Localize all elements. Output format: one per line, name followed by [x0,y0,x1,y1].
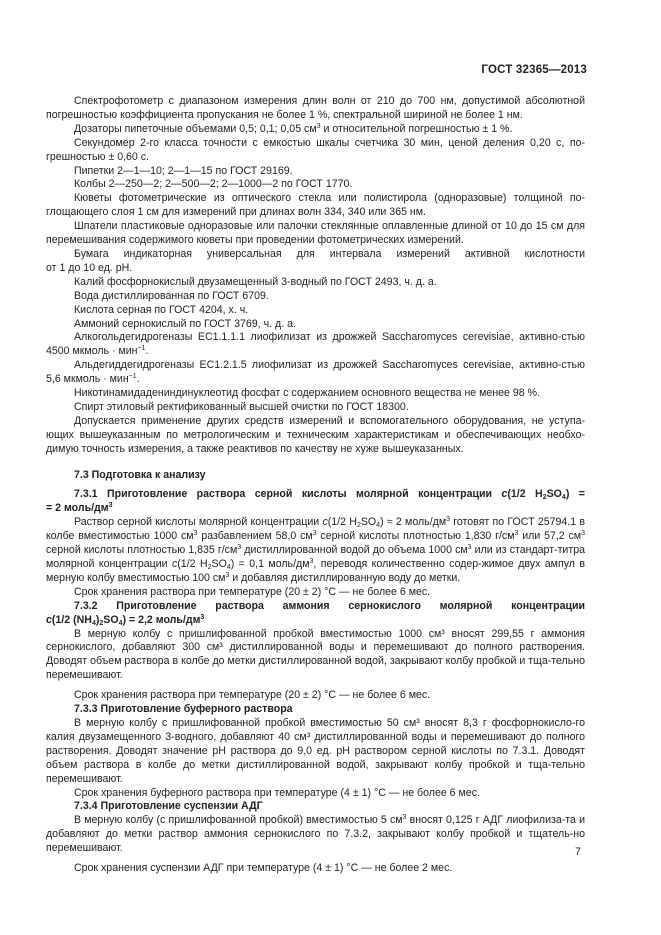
distilled-water: Вода дистиллированная по ГОСТ 6709. [74,289,269,302]
section-7-3-title: 7.3 Подготовка к анализу [74,468,206,481]
page-content [46,95,585,876]
sulfuric-storage: Срок хранения раствора при температуре (20 ± 2) °С — не более 6 мес. [74,585,431,598]
stopwatch-line1: Секундомер 2-го класса точности с емкостью шкалы счетчика 30 мин, ценой деления 0,20 с, по- [74,136,585,149]
buffer-storage: Срок хранения буферного раствора при температуре (4 ± 1) °С — не более 6 мес. [74,786,480,799]
alcohol-dehydrogenase: Алкогольдегидрогеназы ЕС1.1.1.1 лиофилизат из дрожжей Saccharomyces cerevisiae, активно-стью 4500 мкмоль · мин$^{-1}$. [46,331,585,358]
page-number: 7 [575,846,581,858]
section-7-3-1-title-line1: 7.3.1 Приготовление раствора серной кислоты молярной концентрации c(1/2 $H_2SO_4$) = [74,488,585,502]
section-7-3-3-title: 7.3.3 Приготовление буферного раствора [74,703,293,716]
nadp-paragraph: Никотинамидадениндинуклеотид фосфат с содержанием основного вещества не менее 98 %. [74,387,540,400]
aldehyde-dehydrogenase: Альдегиддегидрогеназы ЕС1.2.1.5 лиофилизат из дрожжей Saccharomyces cerevisiae, активно-стью 5,6 мкмоль · мин$^{-1}$. [46,359,585,386]
flasks-paragraph: Колбы 2—250—2; 2—500—2; 2—1000—2 по ГОСТ 1770. [74,178,353,191]
pipettes-paragraph: Пипетки 2—1—10; 2—1—15 по ГОСТ 29169. [74,164,293,177]
stopwatch-line2: грешностью ± 0,60 с. [46,150,150,163]
adh-storage: Срок хранения суспензии АДГ при температуре (4 ± 1) °С — не более 2 мес. [74,862,453,875]
section-7-3-1-title-line2: = 2 моль/$дм^3$ [46,502,113,515]
ammonium-sulfate: Аммоний сернокислый по ГОСТ 3769, ч. д. а. [74,317,296,330]
spatulas-paragraph: Шпатели пластиковые одноразовые или палочки стеклянные оплавленные длиной от 10 до 15 см для перемешивания содержимого кюветы при проведении фотометрических измерений. [46,220,585,247]
ammonium-storage: Срок хранения раствора при температуре (20 ± 2) °С — не более 6 мес. [74,689,431,702]
section-7-3-4-title: 7.3.4 Приготовление суспензии АДГ [74,800,263,813]
dispensers-paragraph: Дозаторы пипеточные объемами 0,5; 0,1; 0,05 $см^3$ и относительной погрешностью ± 1 %. [74,122,513,135]
alternatives-paragraph: Допускается применение других средств измерений и вспомогательного оборудования, не уступа-ющих вышеуказанным по метрологическим и техническим характеристикам и обеспечивающих необхо-димую точность измерения, а также реактивов по качеству не хуже вышеуказанных. [46,414,585,455]
potassium-phosphate: Калий фосфорнокислый двузамещенный 3-водный по ГОСТ 2493, ч. д. а. [74,275,437,288]
spectrophotometer-paragraph: Спектрофотометр с диапазоном измерения длин волн от 210 до 700 нм, допустимой абсолютной погрешностью коэффициента пропускания не более 1 %, спектральной шириной не более 1 нм. [46,95,585,121]
indicator-paper-line2: от 1 до 10 ед. pH. [46,261,133,274]
sulfuric-solution-paragraph: Раствор серной кислоты молярной концентрации c(1/2 $H_2SO_4) \approx 2$ моль/$дм^3$ готовят по ГОСТ 25794.1 в колбе вместимостью 1000 $см^3$ разбавлением 58,0 $см^3$ серной кислоты плотностью 1,830 $г/см^3$ или 57,2 $см^3$ серной кислоты плотностью 1,835 $г/см^3$ дистиллированной водой до объема 1000 $см^3$ или из стандарт-титра молярной концентрации c(1/2 $H_2SO_4) = 0,1$ моль/$дм^3$, переводя количественно содер-жимое двух ампул в мерную колбу вместимостью 100 $см^3$ и добавляя дистиллированную воду до метки. [46,516,586,584]
ammonium-solution-paragraph: В мерную колбу с пришлифованной пробкой вместимостью 1000 см³ вносят 299,55 г аммония сернокислого, добавляют 300 см³ дистиллированной воды и перемешивают до полного растворения. Доводят объем раствора в колбе до метки дистиллированной водой, закрывают колбу пробкой и тща-тельно перемешивают. [46,627,585,682]
standard-header: ГОСТ 32365—2013 [481,64,587,76]
section-7-3-2-title-line2: c(1/2 $(NH_4)_2SO_4) = 2,2$ моль/$дм^3$ [46,613,205,627]
buffer-paragraph: В мерную колбу с пришлифованной пробкой вместимостью 50 см³ вносят 8,3 г фосфорнокисло-го калия двузамещенного 3-водного, добавляют 40 см³ дистиллированной воды и перемешивают до полного растворения. Доводят значение pH раствора до 9,0 ед. pH раствором серной кислоты по 7.3.1. Доводят объем раствора в колбе до метки дистиллированной водой, закрывают колбу пробкой и тща-тельно перемешивают. [46,716,585,785]
cuvettes-paragraph: Кюветы фотометрические из оптического стекла или полистирола (одноразовые) толщиной по-глощающего слоя 1 см для измерений при длинах волн 334, 340 или 365 нм. [46,192,585,219]
ethanol-paragraph: Спирт этиловый ректификованный высшей очистки по ГОСТ 18300. [74,400,409,413]
section-7-3-2-title-line1: 7.3.2 Приготовление раствора аммония сернокислого молярной концентрации [74,599,585,612]
sulfuric-acid: Кислота серная по ГОСТ 4204, х. ч. [74,303,249,316]
indicator-paper-line1: Бумага индикаторная универсальная для интервала измерений активной кислотности [74,247,585,260]
adh-suspension-paragraph: В мерную колбу (с пришлифованной пробкой) вместимостью 5 $см^3$ вносят 0,125 г АДГ лиофилиза-та и добавляют до метки раствор аммония сернокислого по 7.3.2, закрывают колбу пробкой и тщатель-но перемешивают. [46,814,585,855]
